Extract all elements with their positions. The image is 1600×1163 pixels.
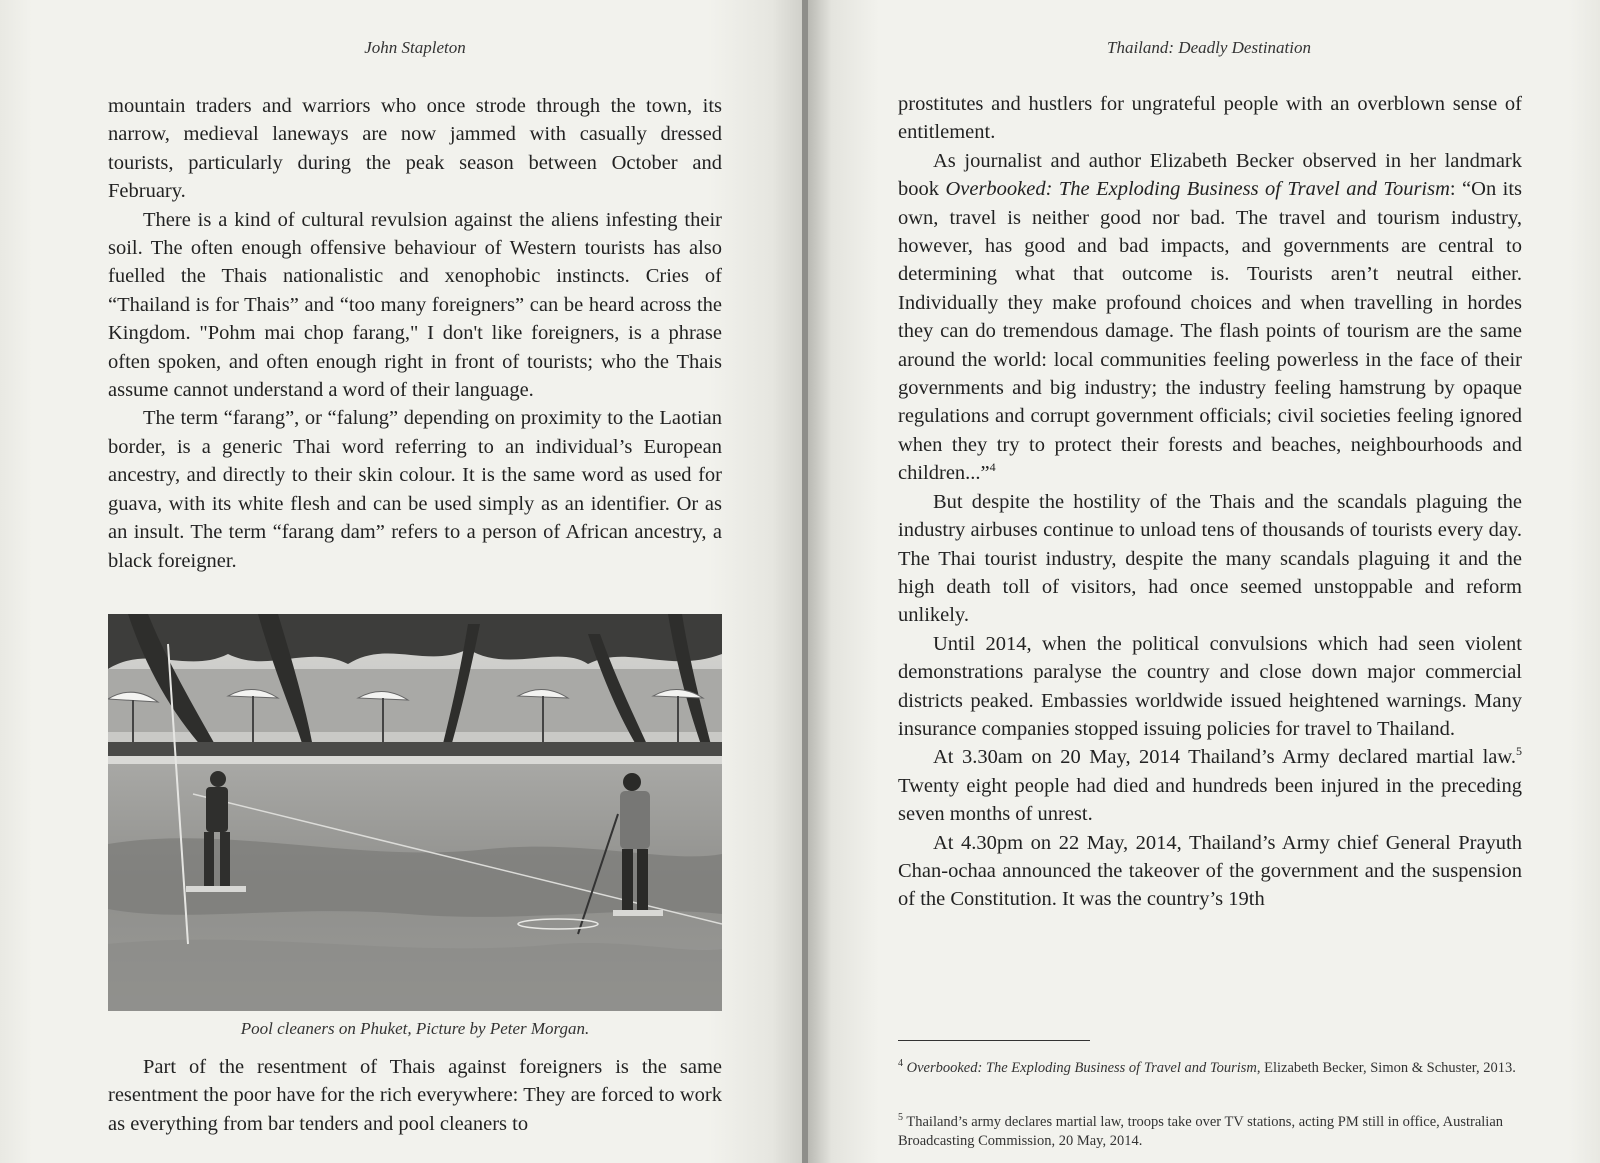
footnote-5 [898, 1108, 1522, 1152]
footnote-4 [898, 1054, 1522, 1078]
right-page [808, 0, 1600, 1163]
footnote-number: 5 [898, 1112, 903, 1123]
paragraph: prostitutes and hustlers for ungrateful people with an overblown sense of entitlement. [898, 93, 1522, 144]
photo-caption: Pool cleaners on Phuket, Picture by Peter Morgan. [240, 1019, 590, 1038]
footnote-ref: 5 [1516, 744, 1522, 759]
text-span: At 3.30am on 20 May, 2014 Thailand’s Army declared martial law. [933, 746, 1516, 769]
paragraph-martial-law [898, 743, 1522, 828]
paragraph: At 4.30pm on 22 May, 2014, Thailand’s Army chief General Prayuth Chan-ochaa announced the takeover of the government and the suspension of the Constitution. It was the country’s 19th [898, 831, 1522, 911]
paragraph: Until 2014, when the political convulsions which had seen violent demonstrations paralyse the country and close down major commercial districts peaked. Embassies worldwide issued heightened warnings. Many insurance companies stopped issuing policies for travel to Thailand. [898, 632, 1522, 740]
running-head-title: Thailand: Deadly Destination [1107, 38, 1311, 57]
footnote-book-title: Overbooked: The Exploding Business of Travel and Tourism [906, 1059, 1257, 1076]
left-body-top [108, 92, 722, 575]
pool-cleaners-photo [108, 614, 722, 1011]
footnote-text: Thailand’s army declares martial law, troops take over TV stations, acting PM still in office, Australian Broadcasting Commission, 20 May, 2014. [898, 1113, 1504, 1150]
paragraph: mountain traders and warriors who once strode through the town, its narrow, medieval laneways are now jammed with casually dressed tourists, particularly during the peak season between October and February. [108, 95, 722, 203]
text-span: As journalist and author Elizabeth Becker observed in her landmark book [898, 149, 1522, 201]
footnote-ref: 4 [989, 460, 996, 475]
running-head-author: John Stapleton [364, 38, 466, 57]
right-body [898, 90, 1522, 914]
paragraph: There is a kind of cultural revulsion against the aliens infesting their soil. The often enough offensive behaviour of Western tourists has also fuelled the Thais nationalistic and xenophobic instincts. Cries of “Thailand is for Thais” and “too many foreigners” can be heard across the Kingdom. "Pohm mai chop farang," I don't like foreigners, is a phrase often spoken, and often enough right in front of tourists; who the Thais assume cannot understand a word of their language. [108, 208, 722, 402]
left-body-bottom [108, 1053, 722, 1138]
footnote-rule [898, 1040, 1090, 1041]
text-span: Twenty eight people had died and hundreds been injured in the preceding seven months of unrest. [898, 774, 1522, 826]
book-title: Overbooked: The Exploding Business of Travel and Tourism [945, 178, 1450, 201]
text-span: : “On its own, travel is neither good nor bad. The travel and tourism industry, however, has good and bad impacts, and governments are central to determining what that outcome is. Tourists aren’t neutral either. Individually they make profound choices and when travelling in hordes they can do tremendous damage. The flash points of tourism are the same around the world: local communities feeling powerless in the face of their governments and big industry; the industry feeling hamstrung by opaque regulations and corrupt government officials; civil societies feeling ignored when they try to protect their forests and beaches, neighbourhoods and children...” [898, 178, 1523, 485]
footnote-text: , Elizabeth Becker, Simon & Schuster, 2013. [1256, 1059, 1516, 1076]
paragraph: But despite the hostility of the Thais and the scandals plaguing the industry airbuses continue to unload tens of thousands of tourists every day. The Thai tourist industry, despite the many scandals plaguing it and the high death toll of visitors, had once seemed unstoppable and reform unlikely. [898, 490, 1522, 627]
footnote-number: 4 [898, 1058, 903, 1069]
paragraph: The term “farang”, or “falung” depending on proximity to the Laotian border, is a generic Thai word referring to an individual’s European ancestry, and directly to their skin colour. It is the same word as used for guava, with its white flesh and can be used simply as an identifier. Or as an insult. The term “farang dam” refers to a person of African ancestry, a black foreigner. [108, 407, 722, 572]
paragraph: Part of the resentment of Thais against foreigners is the same resentment the poor have for the rich everywhere: They are forced to work as everything from bar tenders and pool cleaners to [108, 1056, 722, 1135]
paragraph-becker-quote [898, 147, 1522, 488]
